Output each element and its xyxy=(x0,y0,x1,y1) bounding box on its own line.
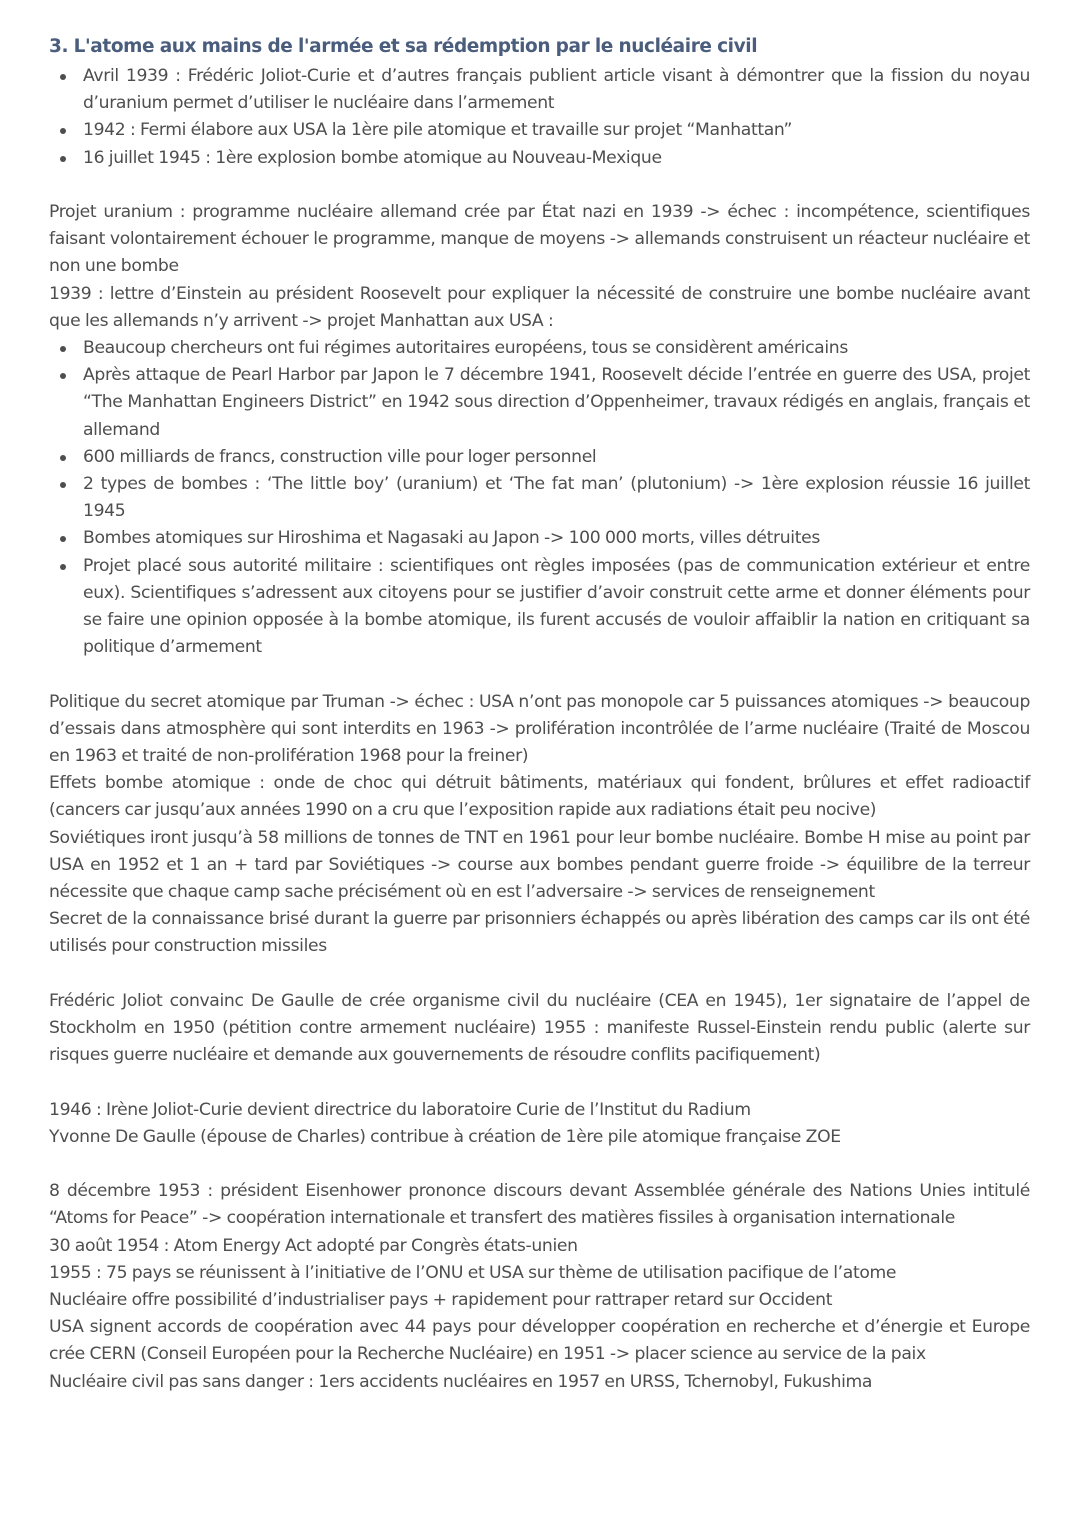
intro-bullet-list xyxy=(49,63,1030,172)
paragraph: 1955 : 75 pays se réunissent à l’initiative de l’ONU et USA sur thème de utilisation pacifique de l’atome xyxy=(49,1262,897,1283)
document-page xyxy=(49,30,1030,1396)
list-item: Beaucoup chercheurs ont fui régimes autoritaires européens, tous se considèrent américains xyxy=(83,335,1030,362)
paragraph: Politique du secret atomique par Truman -> échec : USA n’ont pas monopole car 5 puissances atomiques -> beaucoup d’essais dans atmosphère qui sont interdits en 1963 -> prolifération incontrôlée de l’arme nucléaire (Traité de Moscou en 1963 et traité de non-prolifération 1968 pour la freiner) xyxy=(49,691,1030,767)
spacer xyxy=(49,1151,1030,1178)
paragraph: Effets bombe atomique : onde de choc qui détruit bâtiments, matériaux qui fondent, brûlures et effet radioactif (cancers car jusqu’aux années 1990 on a cru que l’exposition rapide aux radiations était peu nocive) xyxy=(49,773,1030,821)
paragraph: Nucléaire civil pas sans danger : 1ers accidents nucléaires en 1957 en URSS, Tchernobyl, Fukushima xyxy=(49,1371,873,1392)
paragraph: 8 décembre 1953 : président Eisenhower prononce discours devant Assemblée générale des Nations Unies intitulé “Atoms for Peace” -> coopération internationale et transfert des matières fissiles à organisation internationale xyxy=(49,1181,1030,1229)
spacer xyxy=(49,661,1030,688)
paragraph: Secret de la connaissance brisé durant la guerre par prisonniers échappés ou après libération des camps car ils ont été utilisés pour construction missiles xyxy=(49,909,1030,957)
paragraph-einstein-letter: 1939 : lettre d’Einstein au président Roosevelt pour expliquer la nécessité de construire une bombe nucléaire avant que les allemands n’y arrivent -> projet Manhattan aux USA : xyxy=(49,283,1030,331)
paragraph: Soviétiques iront jusqu’à 58 millions de tonnes de TNT en 1961 pour leur bombe nucléaire. Bombe H mise au point par USA en 1952 et 1 an + tard par Soviétiques -> course aux bombes pendant guerre froide -> équilibre de la terreur nécessite que chaque camp sache précisément où en est l’adversaire -> services de renseignement xyxy=(49,827,1030,903)
list-item: Après attaque de Pearl Harbor par Japon le 7 décembre 1941, Roosevelt décide l’entrée en guerre des USA, projet “The Manhattan Engineers District” en 1942 sous direction d’Oppenheimer, travaux rédigés en anglais, français et allemand xyxy=(83,362,1030,444)
paragraph-projet-uranium: Projet uranium : programme nucléaire allemand crée par État nazi en 1939 -> échec : incompétence, scientifiques faisant volontairement échouer le programme, manque de moyens -> allemands construisent un réacteur nucléaire et non une bombe xyxy=(49,202,1030,277)
spacer xyxy=(49,1069,1030,1096)
list-item: 600 milliards de francs, construction ville pour loger personnel xyxy=(83,444,1030,471)
list-item: Bombes atomiques sur Hiroshima et Nagasaki au Japon -> 100 000 morts, villes détruites xyxy=(83,525,1030,552)
list-item: 2 types de bombes : ‘The little boy’ (uranium) et ‘The fat man’ (plutonium) -> 1ère explosion réussie 16 juillet 1945 xyxy=(83,471,1030,525)
list-item: 1942 : Fermi élabore aux USA la 1ère pile atomique et travaille sur projet “Manhattan” xyxy=(83,117,1030,144)
paragraph: USA signent accords de coopération avec 44 pays pour développer coopération en recherche et d’énergie et Europe crée CERN (Conseil Européen pour la Recherche Nucléaire) en 1951 -> placer science au service de la paix xyxy=(49,1317,1030,1365)
section-title: 3. L'atome aux mains de l'armée et sa rédemption par le nucléaire civil xyxy=(49,36,758,57)
paragraph: 30 août 1954 : Atom Energy Act adopté par Congrès états-unien xyxy=(49,1235,578,1256)
list-item: Projet placé sous autorité militaire : scientifiques ont règles imposées (pas de communication extérieur et entre eux). Scientifiques s’adressent aux citoyens pour se justifier d’avoir construit cette arme et donner éléments pour se faire une opinion opposée à la bombe atomique, ils furent accusés de vouloir affaiblir la nation en critiquant sa politique d’armement xyxy=(83,553,1030,662)
paragraph: Frédéric Joliot convainc De Gaulle de crée organisme civil du nucléaire (CEA en 1945), 1er signataire de l’appel de Stockholm en 1950 (pétition contre armement nucléaire) 1955 : manifeste Russel-Einstein rendu public (alerte sur risques guerre nucléaire et demande aux gouvernements de résoudre conflits pacifiquement) xyxy=(49,990,1030,1066)
manhattan-bullet-list xyxy=(49,335,1030,661)
spacer xyxy=(49,961,1030,988)
paragraph: Nucléaire offre possibilité d’industrialiser pays + rapidement pour rattraper retard sur Occident xyxy=(49,1290,833,1311)
paragraph: Yvonne De Gaulle (épouse de Charles) contribue à création de 1ère pile atomique française ZOE xyxy=(49,1126,841,1147)
paragraph: 1946 : Irène Joliot-Curie devient directrice du laboratoire Curie de l’Institut du Radium xyxy=(49,1099,751,1120)
list-item: Avril 1939 : Frédéric Joliot-Curie et d’autres français publient article visant à démontrer que la fission du noyau d’uranium permet d’utiliser le nucléaire dans l’armement xyxy=(83,63,1030,117)
list-item: 16 juillet 1945 : 1ère explosion bombe atomique au Nouveau-Mexique xyxy=(83,145,1030,172)
spacer xyxy=(49,172,1030,199)
